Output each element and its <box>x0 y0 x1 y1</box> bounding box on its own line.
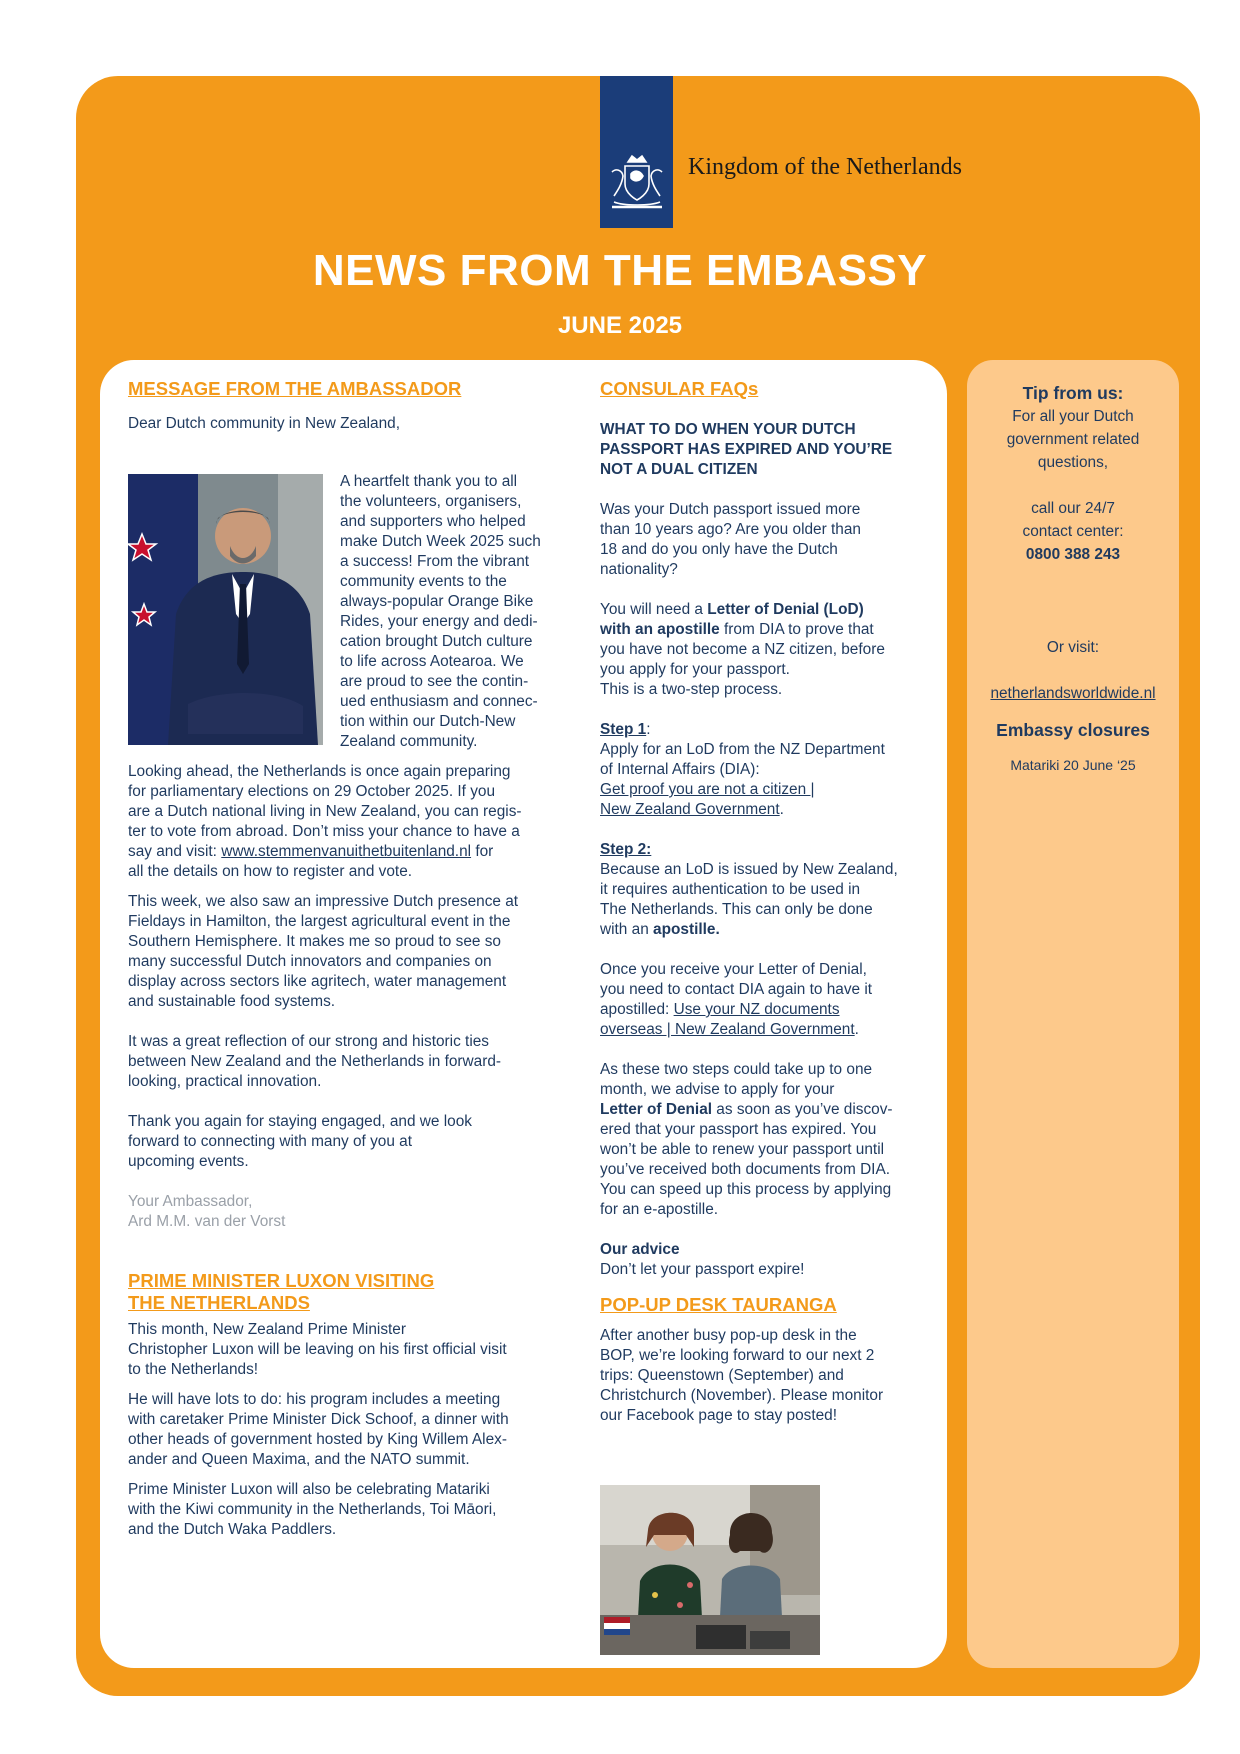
text-line <box>600 920 940 940</box>
text-line: Looking ahead, the Netherlands is once again preparing <box>128 763 511 780</box>
text-line: you have not become a NZ citizen, before <box>600 641 885 658</box>
text-line: to life across Aotearoa. We <box>340 653 524 670</box>
text-line: The Netherlands. This can only be done <box>600 901 873 918</box>
text-line: for parliamentary elections on 29 October 2025. If you <box>128 783 496 800</box>
text-span: with an <box>600 921 654 938</box>
text-span: Letter of Denial <box>600 1101 713 1118</box>
faq-advice <box>600 1240 940 1280</box>
text-span: You will need a <box>600 601 708 618</box>
contact-phone[interactable]: 0800 388 243 <box>1025 546 1121 563</box>
text-line: and sustainable food systems. <box>128 993 336 1010</box>
text-span: apostilled: <box>600 1001 674 1018</box>
text-line: looking, practical innovation. <box>128 1073 322 1090</box>
text-line: You can speed up this process by applying <box>600 1181 892 1198</box>
text-line: BOP, we’re looking forward to our next 2 <box>600 1347 875 1364</box>
text-span: say and visit: <box>128 843 222 860</box>
text-line: government related <box>1006 431 1140 448</box>
step-1-label: Step 1 <box>600 721 647 738</box>
logo-bar <box>600 76 673 228</box>
popup-desk-photo <box>600 1485 820 1655</box>
text-line: contact center: <box>1022 523 1124 540</box>
faq-step-1 <box>600 720 940 820</box>
text-line: with the Kiwi community in the Netherlands, Toi Māori, <box>128 1501 497 1518</box>
text-line: He will have lots to do: his program includes a meeting <box>128 1391 501 1408</box>
text-line: Zealand community. <box>340 733 478 750</box>
text-line: Once you receive your Letter of Denial, <box>600 961 867 978</box>
nz-documents-overseas-link[interactable]: Use your NZ documents <box>673 1001 840 1018</box>
sidebar-content <box>967 382 1179 777</box>
text-line: are proud to see the contin- <box>340 673 529 690</box>
royal-crest-icon <box>606 152 668 212</box>
reflection-paragraph <box>128 1032 576 1092</box>
faq-need <box>600 600 940 700</box>
text-line: Prime Minister Luxon will also be celebrating Matariki <box>128 1481 490 1498</box>
thanks-again-paragraph <box>128 1112 576 1172</box>
text-line: Rides, your energy and dedi- <box>340 613 538 630</box>
text-line: our Facebook page to stay posted! <box>600 1407 837 1424</box>
proof-not-citizen-link[interactable]: New Zealand Government <box>600 801 780 818</box>
heading-popup-desk: POP-UP DESK TAURANGA <box>600 1294 837 1315</box>
text-line: tion within our Dutch-New <box>340 713 516 730</box>
advice-heading: Our advice <box>600 1241 680 1258</box>
text-line: Because an LoD is issued by New Zealand, <box>600 861 898 878</box>
text-line: won’t be able to renew your passport until <box>600 1141 885 1158</box>
text-line: are a Dutch national living in New Zealand, you can regis- <box>128 803 522 820</box>
text-line: with caretaker Prime Minister Dick Schoof, a dinner with <box>128 1411 509 1428</box>
page-title: NEWS FROM THE EMBASSY <box>312 246 928 295</box>
text-line: This week, we also saw an impressive Dutch presence at <box>128 893 519 910</box>
text-line: month, we advise to apply for your <box>600 1081 835 1098</box>
closures-heading: Embassy closures <box>996 720 1150 740</box>
greeting: Dear Dutch community in New Zealand, <box>128 415 401 432</box>
heading-consular-faqs: CONSULAR FAQs <box>600 378 759 399</box>
text-line: After another busy pop-up desk in the <box>600 1327 857 1344</box>
tip-heading: Tip from us: <box>1022 383 1124 403</box>
step-2-label: Step 2: <box>600 841 652 858</box>
right-column <box>600 378 940 1426</box>
text-line: other heads of government hosted by King Willem Alex- <box>128 1431 507 1448</box>
text-line <box>600 1100 940 1120</box>
heading-pm-line: PRIME MINISTER LUXON VISITING <box>128 1270 435 1291</box>
text-line <box>600 780 940 800</box>
issue-date: JUNE 2025 <box>557 312 683 339</box>
text-line: Apply for an LoD from the NZ Department <box>600 741 885 758</box>
text-line: ered that your passport has expired. You <box>600 1121 877 1138</box>
pm-paragraph-3 <box>128 1480 576 1540</box>
text-span: Letter of Denial (LoD) <box>707 601 864 618</box>
text-line: display across sectors like agritech, water management <box>128 973 507 990</box>
text-line: always-popular Orange Bike <box>340 593 534 610</box>
text-line: questions, <box>1037 454 1109 471</box>
text-line: you apply for your passport. <box>600 661 790 678</box>
pm-heading <box>128 1270 576 1314</box>
proof-not-citizen-link[interactable]: Get proof you are not a citizen | <box>600 781 815 798</box>
text-span: with an apostille <box>600 621 720 638</box>
text-line: PASSPORT HAS EXPIRED AND YOU’RE <box>600 441 893 458</box>
signature-name: Ard M.M. van der Vorst <box>128 1213 286 1230</box>
text-line: of Internal Affairs (DIA): <box>600 761 760 778</box>
faq-step-2 <box>600 840 940 940</box>
pm-paragraph-2 <box>128 1390 576 1470</box>
text-line: community events to the <box>340 573 507 590</box>
text-line <box>600 600 940 620</box>
text-line: cation brought Dutch culture <box>340 633 533 650</box>
text-line <box>600 1020 940 1040</box>
text-line: call our 24/7 <box>1031 500 1115 517</box>
text-line <box>128 842 576 862</box>
text-line: Christchurch (November). Please monitor <box>600 1387 884 1404</box>
advice-text: Don’t let your passport expire! <box>600 1261 805 1278</box>
text-line: the volunteers, organisers, <box>340 493 522 510</box>
heading-ambassador: MESSAGE FROM THE AMBASSADOR <box>128 378 462 399</box>
text-line: ter to vote from abroad. Don’t miss your chance to have a <box>128 823 520 840</box>
text-line: you need to contact DIA again to have it <box>600 981 873 998</box>
text-line: between New Zealand and the Netherlands in forward- <box>128 1053 502 1070</box>
text-line: all the details on how to register and vote. <box>128 863 413 880</box>
text-line: a success! From the vibrant <box>340 553 530 570</box>
text-line <box>600 720 940 740</box>
text-line: make Dutch Week 2025 such <box>340 533 541 550</box>
text-line: For all your Dutch <box>1012 408 1134 425</box>
text-span: from DIA to prove that <box>719 621 874 638</box>
text-line: forward to connecting with many of you at <box>128 1133 413 1150</box>
text-line: trips: Queenstown (September) and <box>600 1367 844 1384</box>
text-line <box>600 800 940 820</box>
text-line: Thank you again for staying engaged, and we look <box>128 1113 472 1130</box>
text-line: many successful Dutch innovators and companies on <box>128 953 492 970</box>
text-span: apostille. <box>653 921 720 938</box>
faq-once <box>600 960 940 1040</box>
text-line: for an e-apostille. <box>600 1201 719 1218</box>
text-span: . <box>854 1021 859 1038</box>
logo-text: Kingdom of the Netherlands <box>688 154 962 180</box>
netherlandsworldwide-link[interactable]: netherlandsworldwide.nl <box>990 685 1156 702</box>
text-line: This is a two-step process. <box>600 681 783 698</box>
fieldays-paragraph <box>128 892 576 1012</box>
text-line: As these two steps could take up to one <box>600 1061 873 1078</box>
faq-intro <box>600 500 940 580</box>
text-line: Was your Dutch passport issued more <box>600 501 861 518</box>
or-visit-label: Or visit: <box>1046 639 1100 656</box>
heading-pm-line: THE NETHERLANDS <box>128 1292 310 1313</box>
text-line: upcoming events. <box>128 1153 249 1170</box>
closures-text: Matariki 20 June ‘25 <box>1010 757 1136 773</box>
ambassador-photo <box>128 474 323 745</box>
text-line: nationality? <box>600 561 678 578</box>
text-line: This month, New Zealand Prime Minister <box>128 1321 406 1338</box>
text-line <box>600 1000 940 1020</box>
popup-paragraph <box>600 1326 940 1426</box>
thanks-paragraph <box>340 472 570 752</box>
text-span: for <box>471 843 494 860</box>
elections-paragraph <box>128 762 576 882</box>
text-line: NOT A DUAL CITIZEN <box>600 461 758 478</box>
text-span: : <box>646 721 651 738</box>
text-line: and the Dutch Waka Paddlers. <box>128 1521 337 1538</box>
text-line: Christopher Luxon will be leaving on his first official visit <box>128 1341 507 1358</box>
text-line: you’ve received both documents from DIA. <box>600 1161 890 1178</box>
text-line: and supporters who helped <box>340 513 526 530</box>
signature-role: Your Ambassador, <box>128 1193 253 1210</box>
text-line: ued enthusiasm and connec- <box>340 693 538 710</box>
text-line: to the Netherlands! <box>128 1361 259 1378</box>
text-line: Fieldays in Hamilton, the largest agricultural event in the <box>128 913 511 930</box>
text-line: 18 and do you only have the Dutch <box>600 541 838 558</box>
text-line: Southern Hemisphere. It makes me so proud to see so <box>128 933 501 950</box>
text-line: it requires authentication to be used in <box>600 881 861 898</box>
text-line: WHAT TO DO WHEN YOUR DUTCH <box>600 421 856 438</box>
faq-question <box>600 420 940 480</box>
nz-documents-overseas-link[interactable]: overseas | New Zealand Government <box>600 1021 855 1038</box>
faq-timing <box>600 1060 940 1220</box>
left-column-body <box>128 762 576 1540</box>
signature <box>128 1192 576 1232</box>
text-line: ander and Queen Maxima, and the NATO summit. <box>128 1451 470 1468</box>
text-line: than 10 years ago? Are you older than <box>600 521 861 538</box>
left-column <box>128 378 568 434</box>
pm-paragraph-1 <box>128 1320 576 1380</box>
text-span: . <box>779 801 784 818</box>
text-line: It was a great reflection of our strong and historic ties <box>128 1033 490 1050</box>
text-line <box>600 620 940 640</box>
text-line: A heartfelt thank you to all <box>340 473 518 490</box>
text-span: as soon as you’ve discov- <box>712 1101 893 1118</box>
elections-link[interactable]: www.stemmenvanuithetbuitenland.nl <box>221 843 472 860</box>
